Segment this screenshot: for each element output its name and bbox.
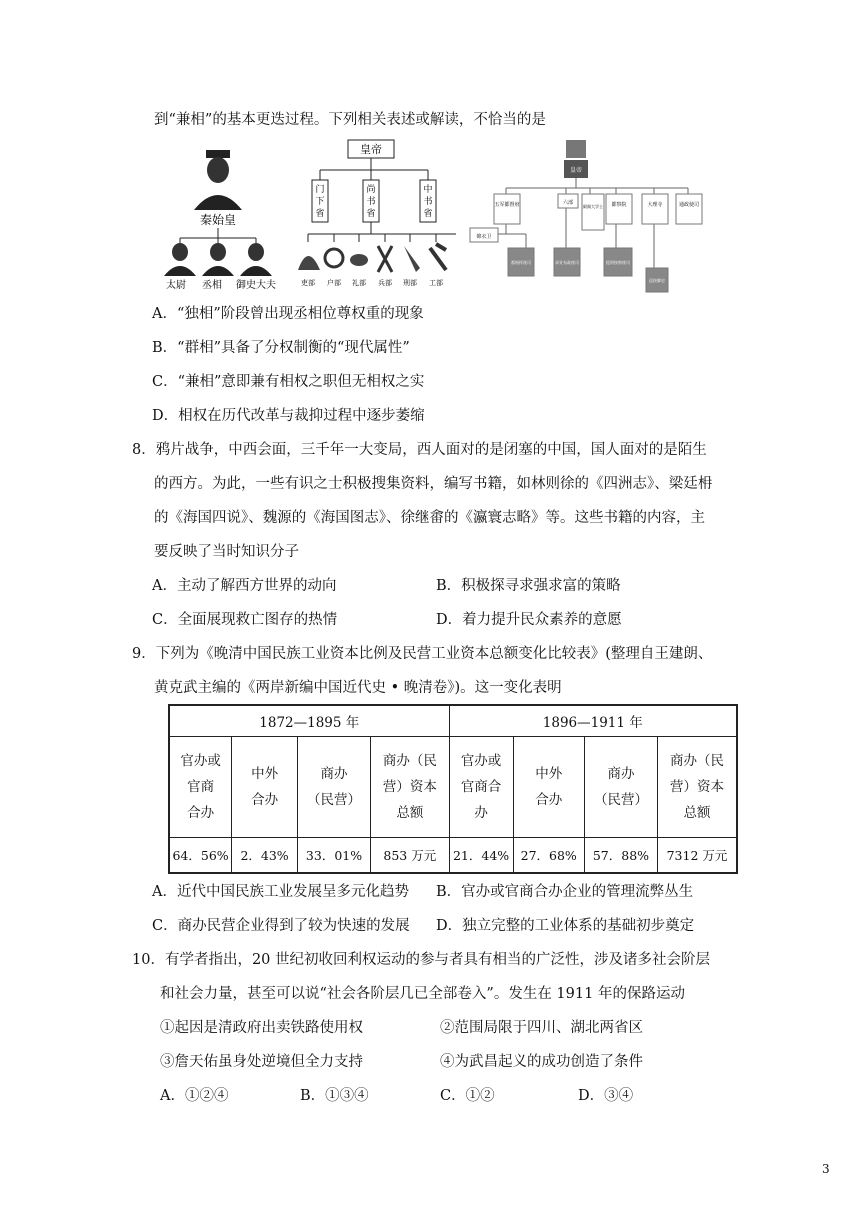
fig3-box-7: 通政使司 bbox=[678, 202, 700, 208]
col-header-4: 商办（民 营）资本 总额 bbox=[371, 737, 449, 838]
q9-option-d: D．独立完整的工业体系的基础初步奠定 bbox=[436, 918, 695, 934]
col-header-6: 中外 合办 bbox=[513, 737, 584, 838]
q9-option-a: A．近代中国民族工业发展呈多元化趋势 bbox=[152, 884, 409, 900]
q8-stem-line-4: 要反映了当时知识分子 bbox=[154, 544, 299, 560]
q9-stem-line-2: 黄克武主编的《两岸新编中国近代史 • 晚清卷》)。这一变化表明 bbox=[154, 680, 562, 696]
q9-option-c: C．商办民营企业得到了较为快速的发展 bbox=[152, 918, 410, 934]
fig2-province-1: 门下省 bbox=[315, 185, 325, 219]
q10-option-b: B．①③④ bbox=[300, 1088, 369, 1104]
fig2-province-2: 尚书省 bbox=[366, 185, 376, 219]
value-cell-8: 7312 万元 bbox=[658, 838, 737, 874]
q10-item-2: ②范围局限于四川、湖北两省区 bbox=[440, 1020, 643, 1036]
col-header-1: 官办或 官商 合办 bbox=[169, 737, 232, 838]
tang-structure-figure bbox=[296, 138, 466, 288]
fig2-ministry-4: 兵部 bbox=[378, 279, 392, 287]
col-header-3: 商办 （民营） bbox=[297, 737, 370, 838]
fig3-box-4: 殿阁大学士 bbox=[583, 204, 603, 209]
q8-stem-line-3: 的《海国四说》、魏源的《海国图志》、徐继畬的《瀛寰志略》等。这些书籍的内容，主 bbox=[154, 510, 705, 526]
col-header-7: 商办 （民营） bbox=[584, 737, 657, 838]
page-number: 3 bbox=[822, 1162, 830, 1176]
fig1-official-3: 御史大夫 bbox=[236, 280, 276, 291]
fig3-box-10: 承宣布政使司 bbox=[555, 260, 579, 265]
value-cell-3: 33．01% bbox=[297, 838, 370, 874]
q7-option-a: A．“独相”阶段曾出现丞相位尊权重的现象 bbox=[152, 306, 424, 322]
fig3-box-3: 六部 bbox=[562, 200, 574, 206]
fig3-box-6: 大理寺 bbox=[647, 202, 663, 208]
q7-option-b: B．“群相”具备了分权制衡的“现代属性” bbox=[152, 340, 410, 356]
fig3-box-5: 都察院 bbox=[611, 202, 627, 208]
q8-option-c: C．全面展现救亡图存的热情 bbox=[152, 612, 338, 628]
ming-structure-figure bbox=[466, 138, 706, 294]
fig2-ministry-2: 户部 bbox=[327, 279, 341, 287]
fig1-official-2: 丞相 bbox=[202, 280, 222, 291]
value-cell-5: 21．44% bbox=[449, 838, 513, 874]
q10-stem-line-2: 和社会力量，甚至可以说“社会各阶层几已全部卷入”。发生在 1911 年的保路运动 bbox=[160, 986, 685, 1002]
q9-stem-line-1: 9．下列为《晚清中国民族工业资本比例及民营工业资本总额变化比较表》(整理自王建朗、 bbox=[132, 646, 713, 662]
emperor-portrait bbox=[194, 150, 242, 210]
q8-option-a: A．主动了解西方世界的动向 bbox=[152, 578, 337, 594]
col-header-2: 中外 合办 bbox=[232, 737, 298, 838]
q8-stem-line-1: 8．鸦片战争，中西会面，三千年一大变局，西人面对的是闭塞的中国，国人面对的是陌生 bbox=[132, 442, 707, 458]
fig2-province-3: 中书省 bbox=[423, 185, 433, 219]
fig3-box-1: 皇帝 bbox=[569, 167, 583, 174]
fig3-box-11: 提刑按察使司 bbox=[606, 260, 630, 265]
q8-option-d: D．着力提升民众素养的意愿 bbox=[436, 612, 622, 628]
fig2-ministry-6: 工部 bbox=[429, 279, 443, 287]
q7-option-c: C．“兼相”意即兼有相权之职但无相权之实 bbox=[152, 374, 425, 390]
fig2-top-label: 皇帝 bbox=[360, 143, 382, 156]
capital-comparison-table bbox=[168, 704, 738, 874]
q8-option-b: B．积极探寻求强求富的策略 bbox=[436, 578, 621, 594]
fig2-ministry-5: 刑部 bbox=[403, 279, 417, 287]
value-cell-4: 853 万元 bbox=[371, 838, 449, 874]
fig3-box-8: 锦衣卫 bbox=[476, 234, 492, 240]
ministry-icons bbox=[298, 244, 446, 272]
q10-item-4: ④为武昌起义的成功创造了条件 bbox=[440, 1054, 643, 1070]
value-cell-6: 27．68% bbox=[513, 838, 584, 874]
period-header-2: 1896—1911 年 bbox=[449, 705, 737, 737]
q10-stem-line-1: 10．有学者指出，20 世纪初收回利权运动的参与者具有相当的广泛性，涉及诸多社会阶层 bbox=[132, 952, 711, 968]
q10-option-c: C．①② bbox=[440, 1088, 495, 1104]
fig3-box-2: 五军都督府 bbox=[494, 202, 520, 208]
value-cell-2: 2．43% bbox=[232, 838, 298, 874]
qin-structure-figure bbox=[160, 140, 278, 292]
value-cell-7: 57．88% bbox=[584, 838, 657, 874]
q10-item-1: ①起因是清政府出卖铁路使用权 bbox=[160, 1020, 363, 1036]
fig1-official-1: 太尉 bbox=[166, 280, 186, 291]
q7-option-d: D．相权在历代改革与裁抑过程中逐步萎缩 bbox=[152, 408, 425, 424]
fig2-ministry-1: 吏部 bbox=[301, 279, 315, 287]
officials-portraits bbox=[164, 243, 272, 276]
q10-item-3: ③詹天佑虽身处逆境但全力支持 bbox=[160, 1054, 363, 1070]
fig1-top-label: 秦始皇 bbox=[199, 213, 237, 227]
value-cell-1: 64．56% bbox=[169, 838, 232, 874]
question-intro-line: 到“兼相”的基本更迭过程。下列相关表述或解读，不恰当的是 bbox=[154, 112, 546, 128]
col-header-8: 商办（民 营）资本 总额 bbox=[658, 737, 737, 838]
fig3-box-12: 巡按御史 bbox=[649, 278, 665, 283]
q9-option-b: B．官办或官商合办企业的管理流弊丛生 bbox=[436, 884, 694, 900]
period-header-1: 1872—1895 年 bbox=[169, 705, 449, 737]
q10-option-d: D．③④ bbox=[578, 1088, 634, 1104]
q10-option-a: A．①②④ bbox=[160, 1088, 229, 1104]
fig2-ministry-3: 礼部 bbox=[352, 279, 366, 287]
col-header-5: 官办或 官商合 办 bbox=[449, 737, 513, 838]
q8-stem-line-2: 的西方。为此，一些有识之士积极搜集资料，编写书籍，如林则徐的《四洲志》、梁廷枏 bbox=[154, 476, 713, 492]
fig3-box-9: 都指挥使司 bbox=[511, 260, 531, 265]
